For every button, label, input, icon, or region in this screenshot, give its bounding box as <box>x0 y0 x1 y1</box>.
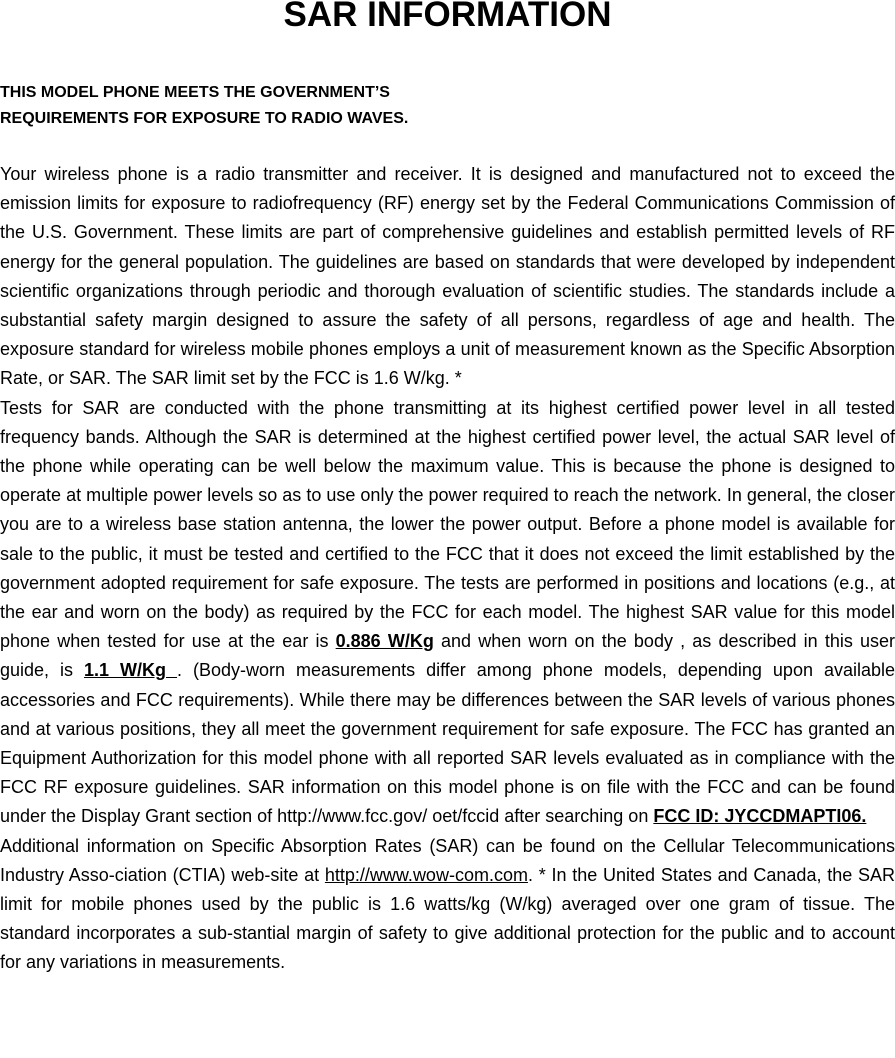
paragraph-additional-info <box>0 832 895 978</box>
body-text <box>0 160 895 978</box>
sar-tests-text-3: . (Body-worn measurements differ among phone models, depending upon available accessories and FCC requirements). While there may be differences between the SAR levels of various phones and at various positions, they all meet the government requirement for safe exposure. The FCC has granted an Equipment Authorization for this model phone with all reported SAR levels evaluated as in compliance with the FCC RF exposure guidelines. SAR information on this model phone is on file with the FCC and can be found under the Display Grant section of http://www.fcc.gov/ oet/fccid after searching on <box>0 660 895 827</box>
subheading-line-2: REQUIREMENTS FOR EXPOSURE TO RADIO WAVES. <box>0 110 409 127</box>
page-title: SAR INFORMATION <box>283 0 612 34</box>
body-sar-value: 1.1 W/Kg <box>84 660 178 681</box>
sar-tests-text-2: and when worn on the body , as described in this user guide, is <box>0 631 895 681</box>
additional-info-text-1: Additional information on Specific Absorption Rates (SAR) can be found on the Cellular Telecommunications Industry Asso-ciation (CTIA) web-site at <box>0 835 895 885</box>
paragraph-sar-tests <box>0 394 895 832</box>
additional-info-text-2: . * In the United States and Canada, the SAR limit for mobile phones used by the public is 1.6 watts/kg (W/kg) averaged over one gram of tissue. The standard incorporates a sub-stantial margin of safety to give additional protection for the public and to account for any variations in measurements. <box>0 864 895 973</box>
paragraph-sar-intro: Your wireless phone is a radio transmitter and receiver. It is designed and manufactured not to exceed the emission limits for exposure to radiofrequency (RF) energy set by the Federal Communications Commission of the U.S. Government. These limits are part of comprehensive guidelines and establish permitted levels of RF energy for the general population. The guidelines are based on standards that were developed by independent scientific organizations through periodic and thorough evaluation of scientific studies. The standards include a substantial safety margin designed to assure the safety of all persons, regardless of age and health. The exposure standard for wireless mobile phones employs a unit of measurement known as the Specific Absorption Rate, or SAR. The SAR limit set by the FCC is 1.6 W/kg. * <box>0 164 895 389</box>
ctia-website-link[interactable]: http://www.wow-com.com <box>324 864 528 885</box>
fcc-id: FCC ID: JYCCDMAPTI06. <box>653 806 867 827</box>
sar-tests-text-1: Tests for SAR are conducted with the phone transmitting at its highest certified power level in all tested frequency bands. Although the SAR is determined at the highest certified power level, the actual SAR level of the phone while operating can be well below the maximum value. This is because the phone is designed to operate at multiple power levels so as to use only the power required to reach the network. In general, the closer you are to a wireless base station antenna, the lower the power output. Before a phone model is available for sale to the public, it must be tested and certified to the FCC that it does not exceed the limit established by the government adopted requirement for safe exposure. The tests are performed in positions and locations (e.g., at the ear and worn on the body) as required by the FCC for each model. The highest SAR value for this model phone when tested for use at the ear is <box>0 397 895 652</box>
ear-sar-value: 0.886 W/Kg <box>335 631 434 652</box>
subheading-line-1: THIS MODEL PHONE MEETS THE GOVERNMENT’S <box>0 84 390 101</box>
